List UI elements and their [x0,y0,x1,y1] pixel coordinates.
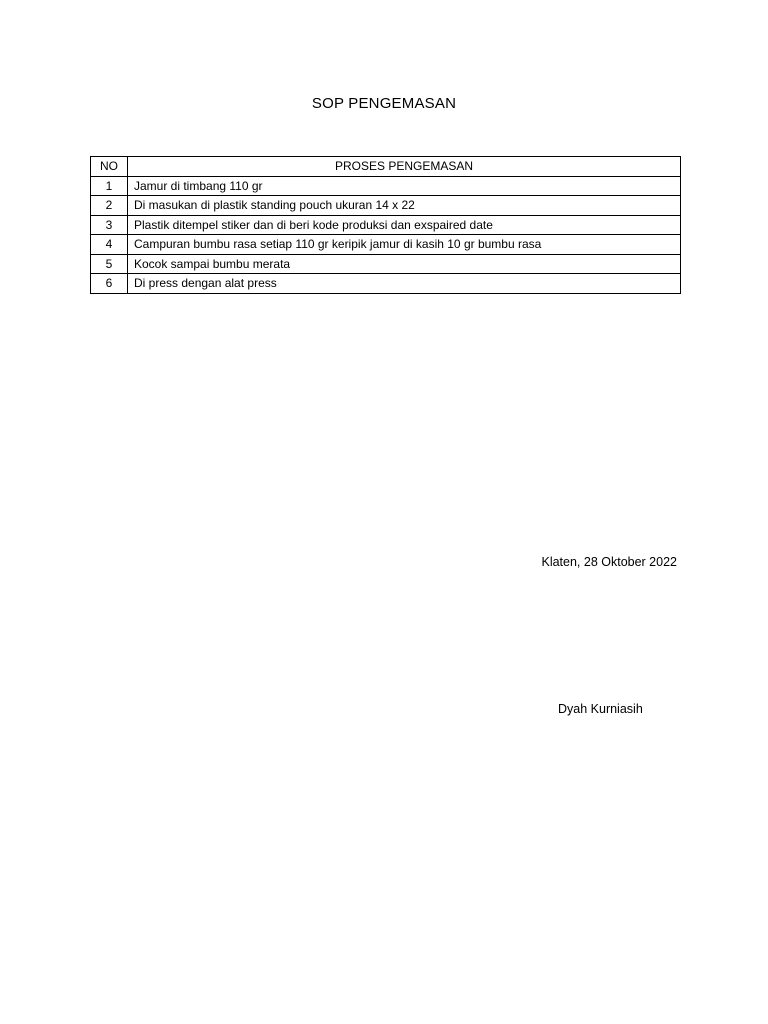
table-header-row [91,157,681,177]
row-process: Jamur di timbang 110 gr [128,176,681,196]
table-body [91,176,681,293]
row-number: 6 [91,274,128,294]
place-date: Klaten, 28 Oktober 2022 [541,555,677,569]
row-process: Di masukan di plastik standing pouch ukuran 14 x 22 [128,196,681,216]
row-number: 2 [91,196,128,216]
row-number: 5 [91,254,128,274]
row-process: Plastik ditempel stiker dan di beri kode produksi dan exspaired date [128,215,681,235]
row-process: Kocok sampai bumbu merata [128,254,681,274]
document-title: SOP PENGEMASAN [311,95,457,112]
header-process: PROSES PENGEMASAN [128,157,681,177]
table-row [91,196,681,216]
table-header [91,157,681,177]
row-process: Di press dengan alat press [128,274,681,294]
row-process: Campuran bumbu rasa setiap 110 gr keripik jamur di kasih 10 gr bumbu rasa [128,235,681,255]
table-row [91,274,681,294]
row-number: 4 [91,235,128,255]
table-row [91,215,681,235]
sop-table [90,156,681,294]
table-row [91,176,681,196]
row-number: 3 [91,215,128,235]
signer-name: Dyah Kurniasih [558,702,643,716]
table-row [91,235,681,255]
table-row [91,254,681,274]
row-number: 1 [91,176,128,196]
header-no: NO [91,157,128,177]
